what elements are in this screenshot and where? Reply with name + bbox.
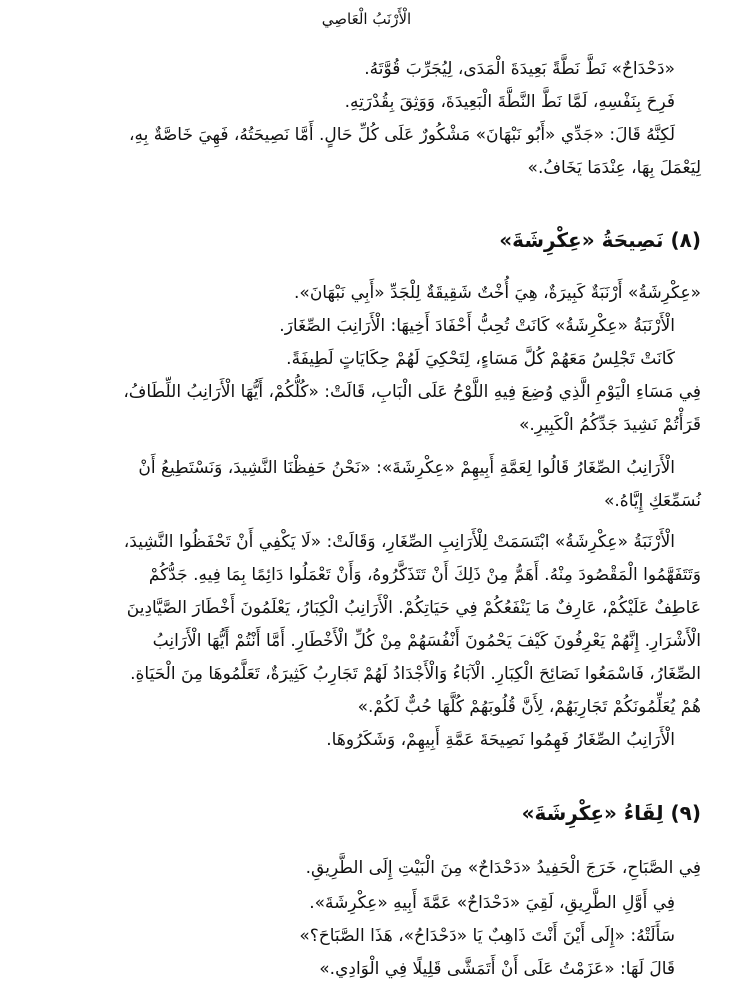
- paragraph-line: «عِكْرِشَةُ» أَرْنَبَةٌ كَبِيرَةٌ، هِيَ أُخْتٌ شَقِيقَةٌ لِلْجَدِّ «أَبِي نَبْهَانَ».: [294, 283, 701, 303]
- paragraph-line: لَكِنَّهُ قَالَ: «جَدِّي «أَبُو نَبْهَانَ» مَشْكُورٌ عَلَى كُلِّ حَالٍ. أَمَّا نَصِيحَتُهُ، فَهِيَ خَاصَّةٌ بِهِ،: [128, 125, 675, 145]
- paragraph-line: الْأَرَانِبُ الصِّغَارُ فَهِمُوا نَصِيحَةَ عَمَّةِ أَبِيهِمْ، وَشَكَرُوهَا.: [326, 730, 675, 750]
- paragraph-line: فِي أَوَّلِ الطَّرِيقِ، لَقِيَ «دَحْدَاحٌ» عَمَّةَ أَبِيهِ «عِكْرِشَةَ».: [309, 893, 675, 913]
- paragraph-line: الْأَشْرَارِ. إِنَّهُمْ يَعْرِفُونَ كَيْفَ يَحْمُونَ أَنْفُسَهُمْ مِنْ كُلِّ الْأَخْطَارِ. أَمَّا أَنْتُمْ أَيُّهَا الْأَرَانِبُ: [152, 631, 701, 651]
- paragraph-line: سَأَلَتْهُ: «إِلَى أَيْنَ أَنْتَ ذَاهِبٌ يَا «دَحْدَاحُ»، هَذَا الصَّبَاحَ؟»: [299, 926, 675, 946]
- paragraph-line: الْأَرْنَبَةُ «عِكْرِشَةُ» كَانَتْ تُحِبُّ أَحْفَادَ أَخِيهَا: الْأَرَانِبَ الصِّغَارَ.: [279, 316, 675, 336]
- paragraph-line: عَاطِفٌ عَلَيْكُمْ، عَارِفٌ مَا يَنْفَعُكُمْ فِي حَيَاتِكُمْ. الْأَرَانِبُ الْكِبَارُ، يَعْلَمُونَ أَخْطَارَ الصَّيَّادِينَ: [126, 598, 701, 618]
- paragraph-line: لِيَعْمَلَ بِهَا، عِنْدَمَا يَخَافُ.»: [527, 158, 701, 178]
- paragraph-line: فِي الصَّبَاحِ، خَرَجَ الْحَفِيدُ «دَحْدَاحٌ» مِنَ الْبَيْتِ إِلَى الطَّرِيقِ.: [305, 858, 701, 878]
- paragraph-line: هُمْ يُعَلِّمُونَكُمْ تَجَارِبَهُمْ، لِأَنَّ قُلُوبَهُمْ كُلَّهَا حُبٌّ لَكُمْ.»: [357, 697, 701, 717]
- paragraph-line: كَانَتْ تَجْلِسُ مَعَهُمْ كُلَّ مَسَاءٍ، لِتَحْكِيَ لَهُمْ حِكَايَاتٍ لَطِيفَةً.: [286, 349, 675, 369]
- paragraph-line: فَرِحَ بِنَفْسِهِ، لَمَّا نَطَّ النَّطَّةَ الْبَعِيدَةَ، وَوَثِقَ بِقُدْرَتِهِ.: [344, 92, 675, 112]
- paragraph-line: نُسَمِّعَكِ إِيَّاهُ.»: [603, 491, 701, 511]
- section-heading: (٩) لِقَاءُ «عِكْرِشَةَ»: [521, 801, 701, 825]
- paragraph-line: الْأَرْنَبَةُ «عِكْرِشَةُ» ابْتَسَمَتْ لِلْأَرَانِبِ الصِّغَارِ، وَقَالَتْ: «لَا يَكْفِي أَنْ تَحْفَظُوا النَّشِيدَ،: [123, 532, 675, 552]
- paragraph-line: وَتَتَفَهَّمُوا الْمَقْصُودَ مِنْهُ. أَهَمُّ مِنْ ذَلِكَ أَنْ تَتَذَكَّرُوهُ، وَأَنْ تَعْمَلُوا دَائِمًا بِمَا فِيهِ. جَدُّكُمْ: [148, 565, 701, 585]
- paragraph-line: الصِّغَارُ، فَاسْمَعُوا نَصَائِحَ الْكِبَارِ. الْآبَاءُ وَالْأَجْدَادُ لَهُمْ تَجَارِبُ كَثِيرَةٌ، تَعَلَّمُوهَا مِنَ الْحَيَاةِ.: [130, 664, 701, 684]
- paragraph-line: الْأَرَانِبُ الصِّغَارُ قَالُوا لِعَمَّةِ أَبِيهِمْ «عِكْرِشَةَ»: «نَحْنُ حَفِظْنَا النَّشِيدَ، وَنَسْتَطِيعُ أَنْ: [138, 458, 675, 478]
- running-header: الْأَرْنَبُ الْعَاصِي: [321, 10, 412, 28]
- paragraph-line: «دَحْدَاحٌ» نَطَّ نَطَّةً بَعِيدَةَ الْمَدَى، لِيُجَرِّبَ قُوَّتَهُ.: [364, 59, 675, 79]
- paragraph-line: قَالَ لَهَا: «عَزَمْتُ عَلَى أَنْ أَتَمَشَّى قَلِيلًا فِي الْوَادِي.»: [319, 959, 675, 979]
- paragraph-line: قَرَأْتُمْ نَشِيدَ جَدِّكُمُ الْكَبِيرِ.»: [518, 415, 701, 435]
- section-heading: (٨) نَصِيحَةُ «عِكْرِشَةَ»: [499, 228, 701, 252]
- paragraph-line: فِي مَسَاءِ الْيَوْمِ الَّذِي وُضِعَ فِيهِ اللَّوْحُ عَلَى الْبَابِ، قَالَتْ: «كُلُّكُمْ، أَيُّهَا الْأَرَانِبُ اللِّطَافُ،: [123, 382, 701, 402]
